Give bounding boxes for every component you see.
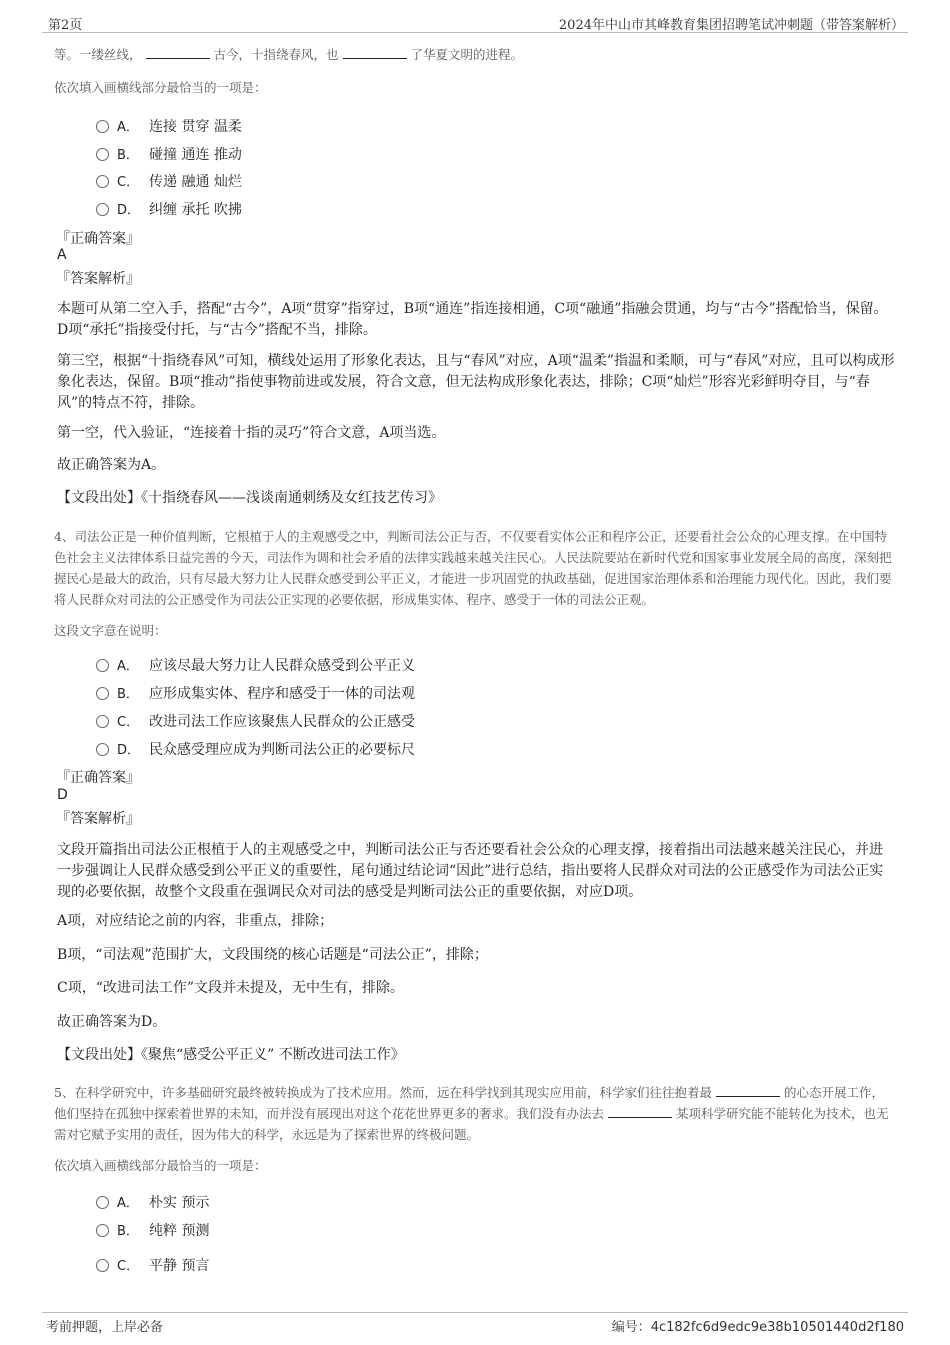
option-key: D． [117, 203, 141, 218]
radio-icon[interactable] [96, 715, 109, 728]
q3-cont-mid: 古今，十指绕春风，也 [213, 47, 339, 62]
page-number: 第2页 [48, 18, 83, 33]
q4-option-d[interactable] [96, 739, 415, 761]
q3-option-a[interactable] [96, 116, 242, 138]
q3-continuation [54, 44, 904, 65]
q3-answer: A [57, 247, 67, 263]
code-value: 4c182fc6d9edc9e38b10501440d2f180 [650, 1320, 904, 1335]
q4-question-text: 4、司法公正是一种价值判断，它根植于人的主观感受之中，判断司法公正与否，不仅要看实体公正和程序公正，还要看社会公众的心理支撑。在中国特色社会主义法律体系日益完善的今天，司法作为调和社会矛盾的法律实践越来越关注民心。人民法院要站在新时代党和国家事业发展全局的高度，深刻把握民心是最大的政治，只有尽最大努力让人民群众感受到公平正义，才能进一步巩固党的执政基础，促进国家治理体系和治理能力现代化。因此，我们要将人民群众对司法的公正感受作为司法公正实现的必要依据，形成集实体、程序、感受于一体的司法公正观。 [54, 529, 892, 607]
option-key: B． [117, 148, 139, 163]
page-footer [42, 1312, 908, 1339]
q4-analysis-label: 『答案解析』 [56, 811, 140, 827]
q3-analysis-4: 故正确答案为A。 [57, 457, 166, 473]
q4-analysis-4: C项，“改进司法工作”文段并未提及，无中生有，排除。 [57, 980, 405, 996]
option-text: 纯粹 预测 [149, 1223, 210, 1239]
document-title: 2024年中山市其峰教育集团招聘笔试冲刺题（带答案解析） [558, 18, 904, 33]
option-text: 连接 贯穿 温柔 [149, 119, 242, 135]
q5-text-pre: 5、在科学研究中，许多基础研究最终被转换成为了技术应用。然而，远在科学找到其现实应用前，科学家们往往抱着最 [54, 1085, 712, 1100]
option-text: 纠缠 承托 吹拂 [149, 202, 242, 218]
option-text: 朴实 预示 [149, 1195, 210, 1211]
q3-option-d[interactable] [96, 199, 242, 221]
code-label: 编号： [611, 1320, 651, 1335]
radio-icon[interactable] [96, 1259, 109, 1272]
radio-icon[interactable] [96, 743, 109, 756]
q4-analysis-3: B项，“司法观”范围扩大，文段围绕的核心话题是“司法公正”，排除； [57, 947, 488, 963]
radio-icon[interactable] [96, 175, 109, 188]
q3-analysis-2: 第三空，根据“十指绕春风”可知，横线处运用了形象化表达，且与“春风”对应，A项“温柔”指温和柔顺，可与“春风”对应，且可以构成形象化表达，保留。B项“推动”指使事物前进或发展，符合文意，但无法构成形象化表达，排除；C项“灿烂”形容光彩鲜明夺目，与“春风”的特点不符，排除。 [57, 353, 895, 411]
blank-2 [343, 46, 407, 59]
q3-cont-pre: 等。一缕丝线， [54, 47, 142, 62]
document-code [612, 1316, 904, 1335]
option-key: B． [117, 687, 139, 702]
option-text: 改进司法工作应该聚焦人民群众的公正感受 [149, 714, 415, 730]
q4-option-a[interactable] [96, 655, 415, 677]
option-text: 应形成集实体、程序和感受于一体的司法观 [149, 686, 415, 702]
q3-analysis-label: 『答案解析』 [56, 271, 140, 287]
blank-1 [716, 1084, 780, 1097]
q3-analysis-3: 第一空，代入验证，“连接着十指的灵巧”符合文意，A项当选。 [57, 425, 446, 441]
option-key: A． [117, 120, 139, 135]
page-header [42, 10, 908, 33]
radio-icon[interactable] [96, 1196, 109, 1209]
blank-1 [146, 46, 210, 59]
option-text: 传递 融通 灿烂 [149, 174, 242, 190]
q3-cont-post: 了华夏文明的进程。 [410, 47, 524, 62]
option-text: 平静 预言 [149, 1258, 210, 1274]
q4-analysis-2: A项，对应结论之前的内容，非重点，排除； [57, 913, 334, 929]
q5-prompt: 依次填入画横线部分最恰当的一项是： [54, 1158, 267, 1173]
option-key: B． [117, 1224, 139, 1239]
radio-icon[interactable] [96, 659, 109, 672]
option-key: A． [117, 659, 139, 674]
radio-icon[interactable] [96, 120, 109, 133]
radio-icon[interactable] [96, 148, 109, 161]
radio-icon[interactable] [96, 203, 109, 216]
q3-source: 【文段出处】《十指绕春风——浅谈南通刺绣及女红技艺传习》 [57, 490, 442, 506]
q3-prompt: 依次填入画横线部分最恰当的一项是： [54, 80, 267, 95]
q5-text-post: 某项科学研究能不能转化为技术，也无需对它赋予实用的责任，因为伟大的科学，永远是为了探索世界的终极问题。 [54, 1106, 889, 1142]
q5-text-mid: 的心态开展工作，他们坚持在孤独中探索着世界的未知，而并没有展现出对这个花花世界更多的奢求。我们没有办法去 [54, 1085, 884, 1121]
blank-2 [608, 1105, 672, 1118]
footer-slogan: 考前押题，上岸必备 [46, 1320, 164, 1335]
option-key: D． [117, 743, 141, 758]
q4-answer: D [57, 787, 68, 803]
radio-icon[interactable] [96, 1224, 109, 1237]
q3-option-b[interactable] [96, 144, 242, 166]
q4-option-c[interactable] [96, 711, 415, 733]
option-text: 应该尽最大努力让人民群众感受到公平正义 [149, 658, 415, 674]
option-text: 碰撞 通连 推动 [149, 147, 242, 163]
q5-option-c[interactable] [96, 1255, 209, 1277]
option-text: 民众感受理应成为判断司法公正的必要标尺 [149, 742, 415, 758]
option-key: C． [117, 175, 140, 190]
q4-analysis-1: 文段开篇指出司法公正根植于人的主观感受之中，判断司法公正与否还要看社会公众的心理支撑，接着指出司法越来越关注民心，并进一步强调让人民群众感受到公平正义的重要性，尾句通过结论词“因此”进行总结，指出要将人民群众对司法的公正感受作为司法公正实现的必要依据，故整个文段重在强调民众对司法的感受是判断司法公正的重要依据，对应D项。 [57, 842, 884, 900]
q4-answer-label: 『正确答案』 [56, 770, 140, 786]
q3-analysis-1: 本题可从第二空入手，搭配“古今”，A项“贯穿”指穿过，B项“通连”指连接相通，C项“融通”指融会贯通，均与“古今”搭配恰当，保留。D项“承托”指接受付托，与“古今”搭配不当，排除。 [57, 301, 888, 338]
option-key: C． [117, 715, 140, 730]
q5-option-a[interactable] [96, 1192, 209, 1214]
q4-analysis-5: 故正确答案为D。 [57, 1014, 167, 1030]
q4-source: 【文段出处】《聚焦“感受公平正义” 不断改进司法工作》 [57, 1047, 405, 1063]
q4-option-b[interactable] [96, 683, 415, 705]
radio-icon[interactable] [96, 687, 109, 700]
q5-option-b[interactable] [96, 1220, 209, 1242]
q5-question-text [54, 1082, 896, 1145]
q4-prompt: 这段文字意在说明： [54, 623, 167, 638]
q3-answer-label: 『正确答案』 [56, 231, 140, 247]
option-key: A． [117, 1196, 139, 1211]
q3-option-c[interactable] [96, 171, 242, 193]
option-key: C． [117, 1259, 140, 1274]
